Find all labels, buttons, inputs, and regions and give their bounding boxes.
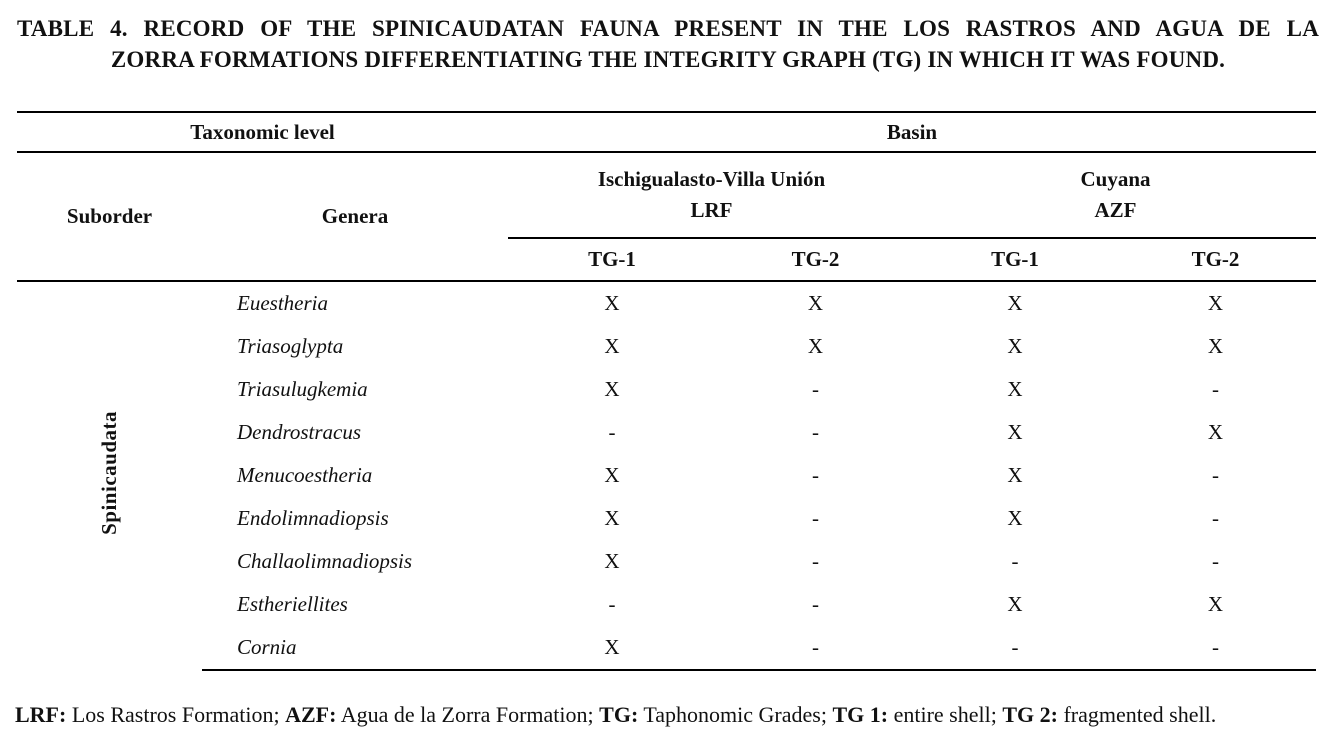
table-caption-line1: TABLE 4. RECORD OF THE SPINICAUDATAN FAUNA PRESENT IN THE LOS RASTROS AND AGUA DE LA	[17, 16, 1319, 41]
tg-column-header: TG-2	[1115, 238, 1316, 281]
presence-mark-cell: -	[1212, 549, 1219, 573]
table-row	[17, 454, 1316, 497]
presence-mark-cell: X	[1007, 291, 1023, 315]
presence-mark-cell: -	[915, 626, 1115, 670]
presence-mark-cell: -	[812, 420, 819, 444]
presence-mark-cell: X	[1007, 463, 1023, 487]
presence-mark-cell: -	[812, 506, 819, 530]
genera-column-header: Genera	[202, 152, 508, 281]
basin-group-lrf-abbr: LRF	[690, 198, 733, 222]
presence-mark-cell: X	[604, 463, 620, 487]
genus-cell: Euestheria	[237, 291, 328, 315]
presence-mark-cell: X	[807, 291, 824, 315]
genus-cell: Triasulugkemia	[237, 377, 368, 401]
footnote-text: Taphonomic Grades;	[638, 702, 833, 727]
footnote-term: TG 1:	[832, 702, 889, 727]
presence-mark-cell: -	[608, 592, 616, 616]
presence-mark-cell: X	[604, 291, 620, 315]
basin-group-lrf	[508, 152, 915, 238]
presence-mark-cell: -	[1115, 626, 1316, 670]
presence-mark-cell: -	[812, 592, 819, 616]
presence-mark-cell: -	[1011, 549, 1019, 573]
basin-group-azf	[915, 152, 1316, 238]
genus-cell: Menucoestheria	[237, 463, 373, 487]
presence-mark-cell: X	[604, 549, 620, 573]
table-caption-line2: ZORRA FORMATIONS DIFFERENTIATING THE INTEGRITY GRAPH (TG) IN WHICH IT WAS FOUND.	[110, 47, 1226, 72]
basin-group-azf-name: Cuyana	[1080, 167, 1151, 191]
genus-cell: Dendrostracus	[237, 420, 362, 444]
genus-cell: Challaolimnadiopsis	[237, 549, 413, 573]
presence-mark-cell: X	[1007, 377, 1023, 401]
presence-mark-cell: X	[1207, 334, 1224, 358]
basin-header: Basin	[508, 112, 1316, 152]
header-row-level2	[17, 152, 1316, 238]
table-row	[17, 497, 1316, 540]
presence-mark-cell: X	[1007, 420, 1023, 444]
tg-column-header: TG-1	[508, 238, 716, 281]
presence-mark-cell: X	[1007, 334, 1023, 358]
genus-cell: Endolimnadiopsis	[237, 506, 389, 530]
table-row	[17, 411, 1316, 454]
presence-mark-cell: X	[604, 334, 620, 358]
suborder-label: Spinicaudata	[97, 411, 121, 535]
table-row	[17, 281, 1316, 325]
basin-group-lrf-name: Ischigualasto-Villa Unión	[597, 167, 826, 191]
presence-mark-cell: -	[1212, 506, 1219, 530]
footnote-text: Los Rastros Formation;	[66, 702, 286, 727]
suborder-column-header: Suborder	[17, 152, 202, 281]
presence-mark-cell: X	[1007, 506, 1023, 530]
header-row-level1	[17, 112, 1316, 152]
footnote-term: LRF:	[15, 702, 67, 727]
table-row	[17, 540, 1316, 583]
genus-cell: Cornia	[202, 626, 508, 670]
tg-column-header: TG-2	[716, 238, 915, 281]
footnote-term: TG 2:	[1002, 702, 1058, 727]
genus-cell: Estheriellites	[237, 592, 348, 616]
table-header	[17, 112, 1316, 281]
presence-mark-cell: X	[1207, 592, 1224, 616]
basin-group-azf-abbr: AZF	[1094, 198, 1137, 222]
presence-mark-cell: -	[812, 463, 819, 487]
fauna-record-table	[17, 111, 1316, 671]
presence-mark-cell: -	[1212, 377, 1219, 401]
presence-mark-cell: X	[1207, 291, 1224, 315]
suborder-cell	[17, 281, 202, 670]
presence-mark-cell: -	[812, 377, 819, 401]
footnote-text: Agua de la Zorra Formation;	[336, 702, 600, 727]
footnote-text: fragmented shell.	[1057, 702, 1217, 727]
presence-mark-cell: X	[508, 626, 716, 670]
presence-mark-cell: X	[1207, 420, 1224, 444]
table-caption	[0, 0, 1339, 75]
presence-mark-cell: X	[604, 506, 620, 530]
genus-cell: Triasoglypta	[237, 334, 344, 358]
footnote-term: AZF:	[285, 702, 337, 727]
presence-mark-cell: -	[1212, 463, 1219, 487]
table-row	[17, 368, 1316, 411]
table-body	[17, 281, 1316, 670]
footnote-term: TG:	[599, 702, 639, 727]
presence-mark-cell: X	[1007, 592, 1023, 616]
footnote-text: entire shell;	[888, 702, 1003, 727]
table-footnote	[15, 702, 1321, 728]
table-row	[17, 325, 1316, 368]
tg-column-header: TG-1	[915, 238, 1115, 281]
presence-mark-cell: -	[716, 626, 915, 670]
table-row	[17, 626, 1316, 670]
presence-mark-cell: -	[608, 420, 616, 444]
presence-mark-cell: X	[807, 334, 824, 358]
presence-mark-cell: X	[604, 377, 620, 401]
table-row	[17, 583, 1316, 626]
taxonomic-level-header: Taxonomic level	[17, 112, 508, 152]
presence-mark-cell: -	[812, 549, 819, 573]
